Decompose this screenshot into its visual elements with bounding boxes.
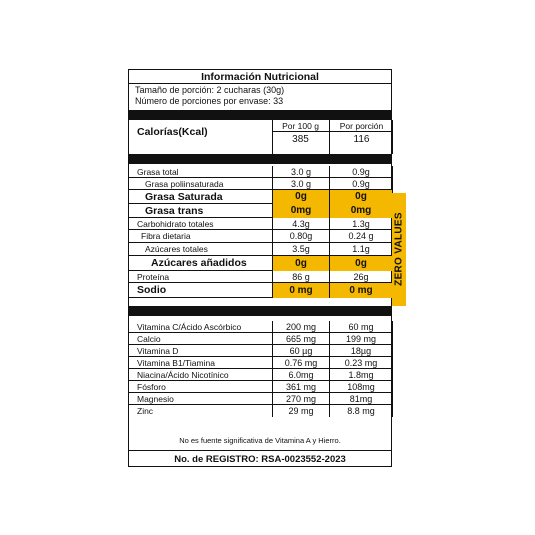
col-line-1 <box>272 271 273 283</box>
col-line-3 <box>392 393 393 405</box>
col-line-3 <box>392 405 393 417</box>
nutrient-perportion: 0.9g <box>352 179 370 189</box>
col-line-3 <box>392 369 393 381</box>
nutrient-per100: 0g <box>273 256 329 271</box>
col-line-2 <box>329 204 330 218</box>
col-line-2 <box>329 271 330 283</box>
nutrient-perportion: 1.1g <box>352 244 370 254</box>
col-line-3 <box>392 357 393 369</box>
label-title: Información Nutricional <box>129 70 391 84</box>
divider-band-top <box>129 110 391 120</box>
vitamin-perportion: 108mg <box>347 382 375 392</box>
nutrient-row <box>129 283 391 298</box>
vitamin-perportion: 18µg <box>350 346 372 356</box>
vitamin-per100: 60 µg <box>289 346 313 356</box>
col-line-3 <box>392 381 393 393</box>
nutrient-name: Grasa Saturada <box>145 191 223 203</box>
calories-header-divider <box>272 131 391 132</box>
nutrient-perportion: 0.24 g <box>348 231 374 241</box>
col-line-2 <box>329 321 330 333</box>
calories-col-line-3 <box>392 120 393 154</box>
nutrient-row <box>129 190 391 204</box>
col-line-1 <box>272 243 273 256</box>
nutrient-per100: 0mg <box>273 204 329 218</box>
vitamin-name: Calcio <box>137 334 161 344</box>
col-line-3 <box>392 345 393 357</box>
vitamin-per100: 0.76 mg <box>284 358 318 368</box>
col-line-1 <box>272 393 273 405</box>
col-line-2 <box>329 333 330 345</box>
col-line-1 <box>272 178 273 190</box>
nutrient-perportion: 26g <box>353 272 369 282</box>
divider-band-lower <box>129 306 391 316</box>
nutrient-perportion: 0.9g <box>352 167 370 177</box>
col-line-2 <box>329 357 330 369</box>
nutrient-name: Azúcares añadidos <box>151 257 247 269</box>
zero-values-label: ZERO VALUES <box>393 212 405 286</box>
nutrient-row <box>129 271 391 283</box>
col-line-1 <box>272 166 273 178</box>
nutrient-row <box>129 166 391 178</box>
col-line-3 <box>392 178 393 190</box>
vitamin-row <box>129 405 391 417</box>
nutrient-row <box>129 178 391 190</box>
nutrient-per100: 3.0 g <box>290 167 312 177</box>
calories-per100: 385 <box>292 134 309 145</box>
nutrient-name: Fibra dietaria <box>141 231 191 241</box>
col-line-1 <box>272 345 273 357</box>
nutrient-perportion: 0g <box>330 256 392 271</box>
serving-size: Tamaño de porción: 2 cucharas (30g) <box>135 85 285 95</box>
vitamin-name: Vitamina D <box>137 346 179 356</box>
col-line-1 <box>272 357 273 369</box>
vitamin-perportion: 1.8mg <box>348 370 374 380</box>
nutrient-name: Grasa total <box>137 167 179 177</box>
calories-block <box>129 120 391 154</box>
col-line-1 <box>272 333 273 345</box>
calories-col-line-1 <box>272 120 273 154</box>
col-line-1 <box>272 204 273 218</box>
nutrient-row <box>129 218 391 230</box>
nutrient-perportion: 0 mg <box>330 283 392 298</box>
nutrient-row <box>129 256 391 271</box>
col-line-2 <box>329 243 330 256</box>
nutrient-row <box>129 230 391 243</box>
col-line-2 <box>329 405 330 417</box>
vitamin-name: Magnesio <box>137 394 174 404</box>
col-line-2 <box>329 345 330 357</box>
nutrient-perportion: 1.3g <box>352 219 370 229</box>
col-line-2 <box>329 178 330 190</box>
vitamin-row <box>129 381 391 393</box>
col-line-2 <box>329 166 330 178</box>
vitamin-row <box>129 333 391 345</box>
vitamin-row <box>129 393 391 405</box>
nutrient-name: Proteína <box>137 272 170 282</box>
vitamin-row <box>129 321 391 333</box>
nutrition-facts-label <box>128 69 392 467</box>
nutrient-per100: 0g <box>273 190 329 204</box>
nutrient-row <box>129 204 391 218</box>
vitamin-per100: 29 mg <box>288 406 314 416</box>
calories-label: Calorías(Kcal) <box>137 126 208 138</box>
nutrient-per100: 4.3g <box>292 219 310 229</box>
col-line-2 <box>329 283 330 298</box>
registration-number: No. de REGISTRO: RSA-0023552-2023 <box>174 454 346 465</box>
nutrient-name: Grasa trans <box>145 205 204 217</box>
vitamin-name: Fósforo <box>137 382 166 392</box>
vitamin-per100: 6.0mg <box>288 370 314 380</box>
col-line-2 <box>329 230 330 243</box>
vitamin-row <box>129 345 391 357</box>
nutrient-name: Sodio <box>137 284 167 296</box>
vitamin-per100: 270 mg <box>285 394 317 404</box>
vitamin-name: Vitamina C/Ácido Ascórbico <box>137 322 242 332</box>
vitamin-name: Vitamina B1/Tiamina <box>137 358 215 368</box>
nutrient-per100: 3.5g <box>292 244 310 254</box>
col-line-2 <box>329 218 330 230</box>
col-line-1 <box>272 369 273 381</box>
nutrient-per100: 0.80g <box>289 231 313 241</box>
vitamin-perportion: 199 mg <box>345 334 377 344</box>
footnote: No es fuente significativa de Vitamina A y Hierro. <box>179 436 341 445</box>
nutrient-per100: 3.0 g <box>290 179 312 189</box>
col-line-3 <box>392 166 393 178</box>
col-line-2 <box>329 369 330 381</box>
vitamin-per100: 200 mg <box>285 322 317 332</box>
col-line-1 <box>272 283 273 298</box>
column-header-per100: Por 100 g <box>282 121 319 131</box>
vitamin-per100: 361 mg <box>285 382 317 392</box>
col-line-1 <box>272 218 273 230</box>
vitamin-row <box>129 357 391 369</box>
col-line-2 <box>329 381 330 393</box>
servings-per-container: Número de porciones por envase: 33 <box>135 96 284 106</box>
nutrient-perportion: 0mg <box>330 204 392 218</box>
col-line-3 <box>392 333 393 345</box>
col-line-2 <box>329 190 330 204</box>
vitamin-per100: 665 mg <box>285 334 317 344</box>
nutrient-name: Azúcares totales <box>145 244 208 254</box>
vitamin-perportion: 8.8 mg <box>347 406 375 416</box>
nutrient-per100: 0 mg <box>273 283 329 298</box>
nutrient-perportion: 0g <box>330 190 392 204</box>
footer-divider <box>129 450 391 451</box>
col-line-2 <box>329 256 330 271</box>
divider-band-middle <box>129 154 391 164</box>
nutrient-name: Grasa poliinsaturada <box>145 179 224 189</box>
col-line-1 <box>272 321 273 333</box>
col-line-1 <box>272 256 273 271</box>
col-line-1 <box>272 230 273 243</box>
vitamin-perportion: 60 mg <box>348 322 374 332</box>
vitamin-perportion: 0.23 mg <box>344 358 378 368</box>
vitamin-name: Zinc <box>137 406 154 416</box>
col-line-1 <box>272 405 273 417</box>
vitamin-name: Niacina/Ácido Nicotínico <box>137 370 229 380</box>
col-line-3 <box>392 321 393 333</box>
nutrient-per100: 86 g <box>292 272 310 282</box>
col-line-1 <box>272 190 273 204</box>
col-line-2 <box>329 393 330 405</box>
calories-col-line-2 <box>329 120 330 154</box>
col-line-1 <box>272 381 273 393</box>
nutrient-row <box>129 243 391 256</box>
column-header-perportion: Por porción <box>339 121 384 131</box>
vitamin-row <box>129 369 391 381</box>
nutrient-name: Carbohidrato totales <box>137 219 214 229</box>
calories-perportion: 116 <box>353 134 370 145</box>
vitamin-perportion: 81mg <box>349 394 373 404</box>
